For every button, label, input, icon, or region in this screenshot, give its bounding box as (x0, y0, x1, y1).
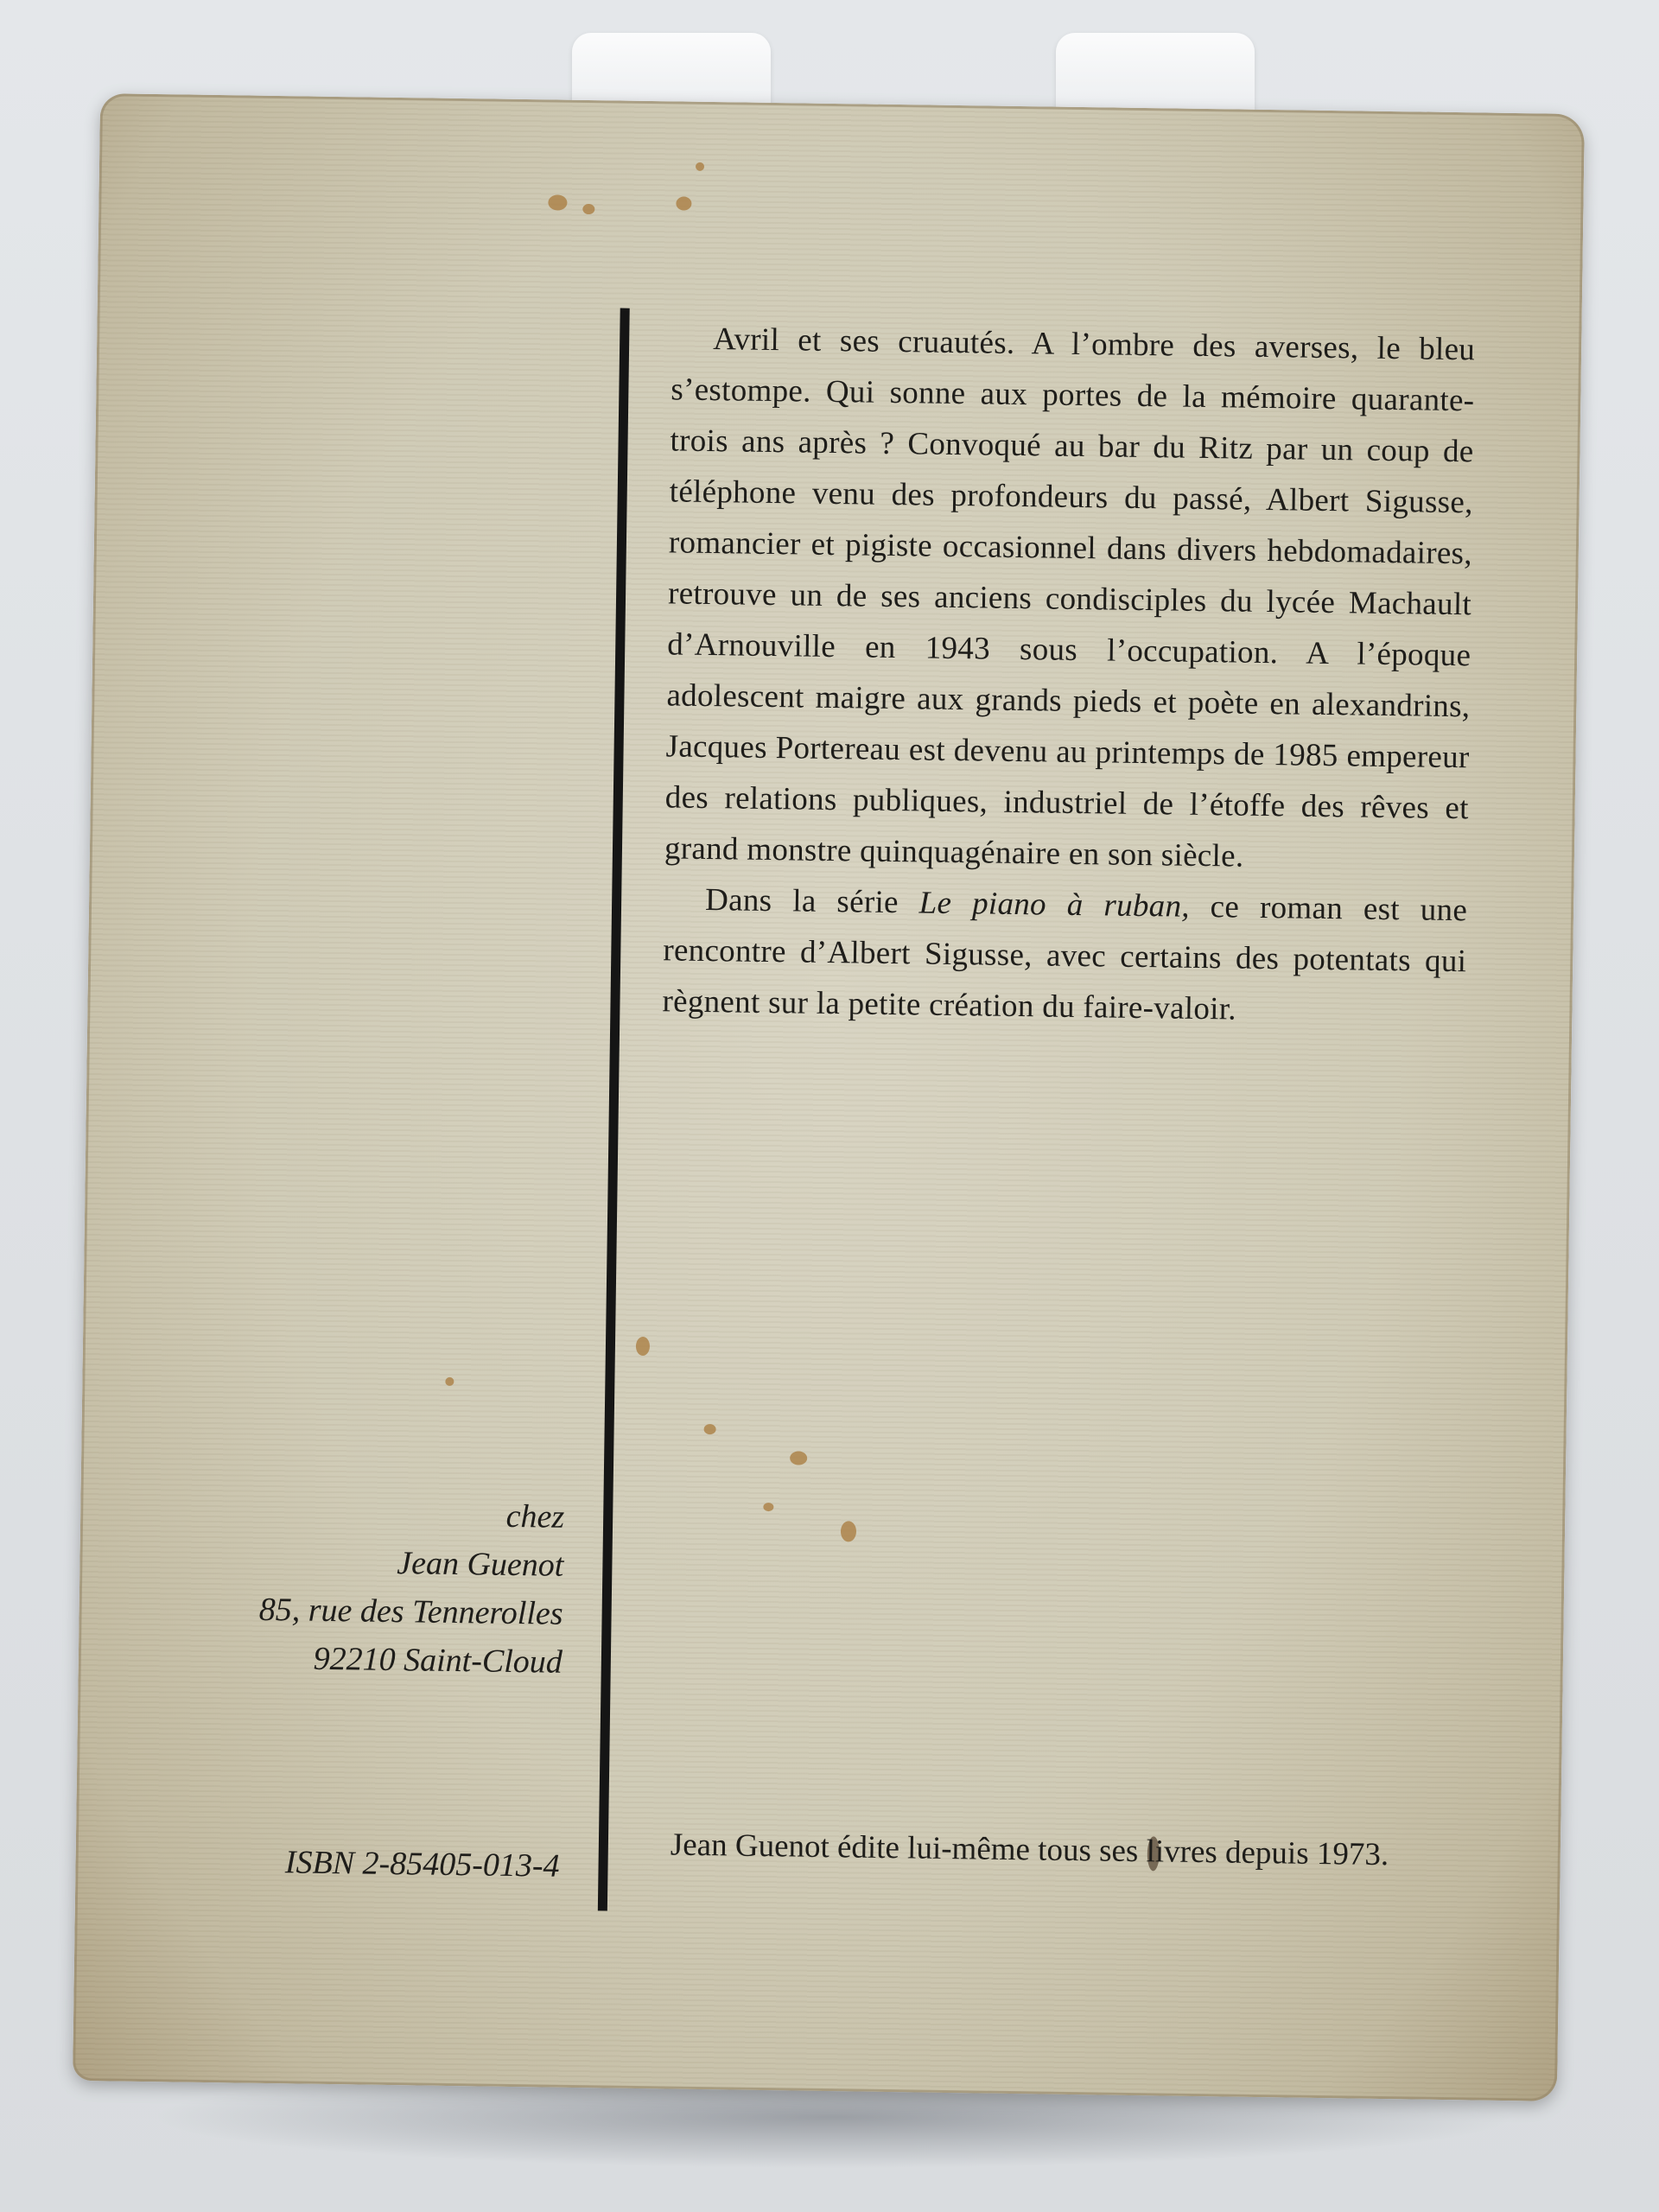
book-back-cover (73, 93, 1585, 2101)
publisher-note (629, 1821, 1446, 1880)
stain-spot (696, 162, 704, 171)
publisher-note-text: Jean Guenot édite lui-même tous ses livres depuis 1973. (670, 1827, 1389, 1873)
back-cover-blurb (662, 313, 1475, 1038)
blurb-series-intro: Dans la série (704, 881, 919, 921)
blurb-series-description: ce roman est une rencontre d’Albert Sigusse, avec certains des potentats qui règnent sur la petite création du faire-valoir. (662, 888, 1468, 1027)
stain-spot (582, 204, 594, 214)
stain-spot (636, 1337, 650, 1356)
stain-spot (676, 196, 691, 210)
vertical-rule (598, 308, 630, 1911)
stain-spot (763, 1503, 773, 1511)
blurb-series-title: Le piano à ruban, (918, 885, 1191, 925)
blurb-paragraph-1: Avril et ses cruautés. A l’ombre des averses, le bleu s’estompe. Qui sonne aux portes de la mémoire quarante-trois ans après ? Convoqué au bar du Ritz par un coup de téléphone venu des profondeurs du passé, Albert Sigusse, romancier et pigiste occasionnel dans divers hebdomadaires, retrouve un de ses anciens condisciples du lycée Machault d’Arnouville en 1943 sous l’occupation. A l’époque adolescent maigre aux grands pieds et poète en alexandrins, Jacques Portereau est devenu au printemps de 1985 empereur des relations publiques, industriel de l’étoffe des rêves et grand monstre quinquagénaire en son siècle. (664, 321, 1476, 874)
publisher-street: 85, rue des Tennerolles (258, 1591, 563, 1632)
blurb-paragraph-2 (662, 874, 1467, 1038)
publisher-prefix: chez (505, 1497, 565, 1535)
publisher-address (130, 1487, 564, 1687)
publisher-name: Jean Guenot (397, 1545, 564, 1584)
stain-spot (445, 1377, 454, 1386)
stain-spot (548, 194, 567, 210)
publisher-city: 92210 Saint-Cloud (313, 1640, 563, 1681)
stain-spot (704, 1424, 716, 1434)
isbn-number: ISBN 2-85405-013-4 (284, 1844, 560, 1885)
stain-spot (841, 1521, 856, 1541)
stain-spot (790, 1451, 807, 1465)
